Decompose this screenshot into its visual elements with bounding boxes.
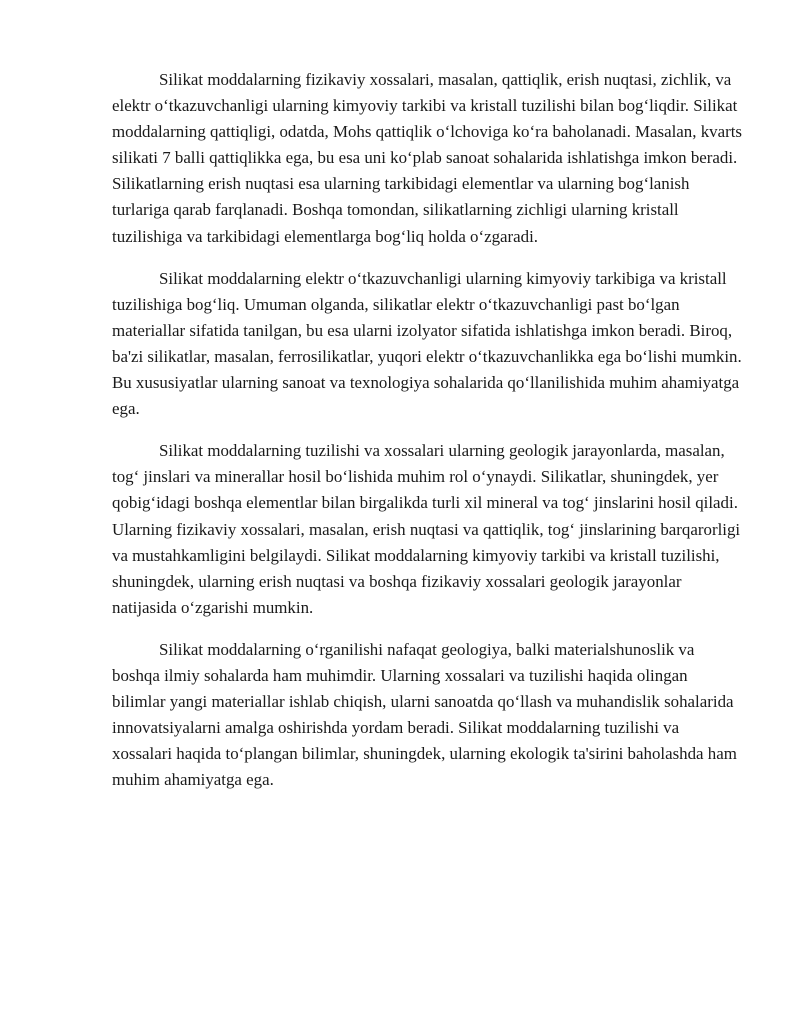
paragraph-physical-properties: Silikat moddalarning fizikaviy xossalari, masalan, qattiqlik, erish nuqtasi, zichlik, va elektr o‘tkazuvchanligi ularning kimyoviy tarkibi va kristall tuzilishi bilan bog‘liqdir. Silikat moddalarning qattiqligi, odatda, Mohs qattiqlik o‘lchoviga ko‘ra baholanadi. Masalan, kvarts silikati 7 balli qattiqlikka ega, bu esa uni ko‘plab sanoat sohalarida ishlatishga imkon beradi. Silikatlarning erish nuqtasi esa ularning tarkibidagi elementlar va ularning bog‘lanish turlariga qarab farqlanadi. Boshqa tomondan, silikatlarning zichligi ularning kristall tuzilishiga va tarkibidagi elementlarga bog‘liq holda o‘zgaradi. xyxy=(112,70,742,246)
paragraph-electrical-conductivity: Silikat moddalarning elektr o‘tkazuvchanligi ularning kimyoviy tarkibiga va kristall tuzilishiga bog‘liq. Umuman olganda, silikatlar elektr o‘tkazuvchanligi past bo‘lgan materiallar sifatida tanilgan, bu esa ularni izolyator sifatida ishlatishga imkon beradi. Biroq, ba'zi silikatlar, masalan, ferrosilikatlar, yuqori elektr o‘tkazuvchanlikka ega bo‘lishi mumkin. Bu xususiyatlar ularning sanoat va texnologiya sohalarida qo‘llanilishida muhim ahamiyatga ega. xyxy=(112,268,742,419)
paragraph-scientific-importance: Silikat moddalarning o‘rganilishi nafaqat geologiya, balki materialshunoslik va boshqa ilmiy sohalarda ham muhimdir. Ularning xossalari va tuzilishi haqida olingan bilimlar yangi materiallar ishlab chiqish, ularni sanoatda qo‘llash va muhandislik sohalarida innovatsiyalarni amalga oshirishda yordam beradi. Silikat moddalarning tuzilishi va xossalari haqida to‘plangan bilimlar, shuningdek, ularning ekologik ta'sirini baholashda ham muhim ahamiyatga ega. xyxy=(112,639,737,790)
paragraph-geological-role: Silikat moddalarning tuzilishi va xossalari ularning geologik jarayonlarda, masalan, tog‘ jinslari va minerallar hosil bo‘lishida muhim rol o‘ynaydi. Silikatlar, shuningdek, yer qobig‘idagi boshqa elementlar bilan birgalikda turli xil mineral va tog‘ jinslarini hosil qiladi. Ularning fizikaviy xossalari, masalan, erish nuqtasi va qattiqlik, tog‘ jinslarining barqarorligi va mustahkamligini belgilaydi. Silikat moddalarning kimyoviy tarkibi va kristall tuzilishi, shuningdek, ularning erish nuqtasi va boshqa fizikaviy xossalari geologik jarayonlar natijasida o‘zgarishi mumkin. xyxy=(112,441,741,617)
document-body xyxy=(112,67,742,809)
